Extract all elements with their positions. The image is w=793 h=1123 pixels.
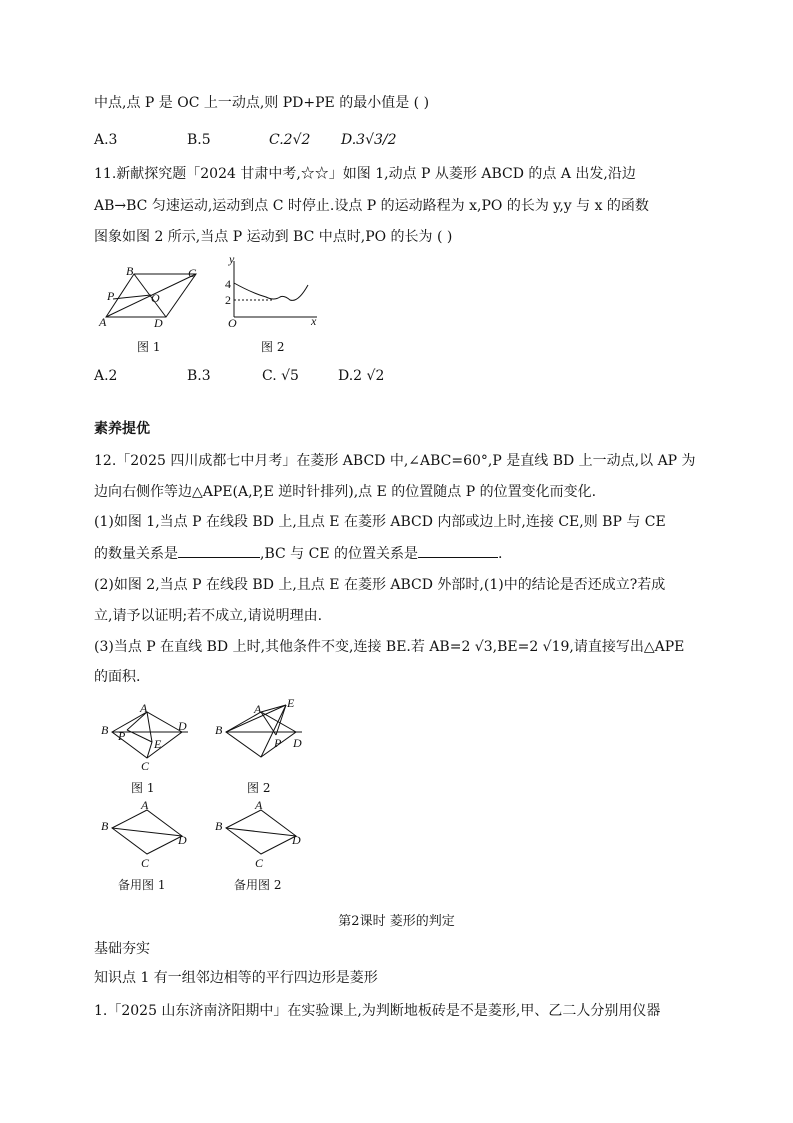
label-d: D [154,316,163,330]
origin: O [228,316,237,330]
q11-figure-2 [222,252,322,330]
q12-part2-line1: (2)如图 2,当点 P 在线段 BD 上,且点 E 在菱形 ABCD 外部时,(1)中的结论是否还成立?若成 [94,577,666,593]
answer-blank-2[interactable] [418,543,498,558]
label-e: E [154,737,162,751]
label-c: C [188,266,197,280]
lesson-title: 第2课时 菱形的判定 [338,914,455,929]
q11-line3: 图象如图 2 所示,当点 P 运动到 BC 中点时,PO 的长为 ( ) [94,229,453,245]
q1-line1: 1.「2025 山东济南济阳期中」在实验课上,为判断地板砖是不是菱形,甲、乙二人分别用仪器 [94,1003,661,1019]
label-d: D [178,719,187,733]
q11-option-a: A.2 [94,368,118,384]
label-a: A [140,701,148,715]
label-p: P [274,736,282,750]
label-c: C [141,856,150,870]
label-o: O [151,291,160,305]
q10-option-c: C.2√2 [269,132,311,148]
knowledge-point: 知识点 1 有一组邻边相等的平行四边形是菱形 [94,970,378,986]
q11-line2: AB→BC 匀速运动,运动到点 C 时停止.设点 P 的运动路程为 x,PO 的长为 y,y 与 x 的函数 [94,198,649,214]
q12-line1: 12.「2025 四川成都七中月考」在菱形 ABCD 中,∠ABC=60°,P 是直线 BD 上一动点,以 AP 为 [94,453,696,469]
q12-part3-line1: (3)当点 P 在直线 BD 上时,其他条件不变,连接 BE.若 AB=2 √3,BE=2 √19,请直接写出△APE [94,639,685,655]
tick-2: 2 [225,293,231,307]
q12-part1-pre: 的数量关系是 [94,546,178,562]
q12-part3-line2: 的面积. [94,669,141,685]
q10-option-b: B.5 [187,132,211,148]
q11-option-c: C. √5 [262,368,299,384]
axis-y: y [229,252,235,266]
label-a: A [254,702,262,716]
q12-figure-1 [100,700,200,775]
q11-fig2-caption: 图 2 [261,340,285,354]
q11-fig1-caption: 图 1 [137,340,161,354]
sub-heading: 基础夯实 [94,941,150,957]
spare1-caption: 备用图 1 [118,878,166,892]
spare-figure-2 [214,798,314,870]
q12-part2-line2: 立,请予以证明;若不成立,请说明理由. [94,608,323,624]
q10-option-a: A.3 [94,132,118,148]
label-b: B [215,723,223,737]
q11-option-b: B.3 [187,368,211,384]
label-p: P [118,729,126,743]
label-d: D [293,736,302,750]
q11-figure-1 [96,262,206,332]
tick-4: 4 [225,277,231,291]
q10-option-d: D.3√3/2 [341,132,397,148]
spare2-caption: 备用图 2 [234,878,282,892]
label-b: B [215,819,223,833]
label-d: D [292,833,301,847]
q12-part1-mid: ,BC 与 CE 的位置关系是 [260,546,418,562]
q11-option-d: D.2 √2 [338,368,385,384]
label-a: A [99,315,107,329]
q12-part1-line2 [94,543,502,564]
section-heading: 素养提优 [94,421,150,437]
q10-text: 中点,点 P 是 OC 上一动点,则 PD+PE 的最小值是 ( ) [94,95,430,111]
answer-blank-1[interactable] [178,543,260,558]
label-c: C [255,856,264,870]
label-a: A [141,798,149,812]
label-c: C [141,759,150,773]
q12-fig2-caption: 图 2 [247,781,271,795]
label-b: B [101,819,109,833]
q12-part1-line1: (1)如图 1,当点 P 在线段 BD 上,且点 E 在菱形 ABCD 内部或边上时,连接 CE,则 BP 与 CE [94,514,666,530]
spare-figure-1 [100,798,200,870]
label-b: B [126,264,134,278]
label-b: B [101,723,109,737]
label-d: D [178,833,187,847]
axis-x: x [311,314,317,328]
q12-line2: 边向右侧作等边△APE(A,P,E 逆时针排列),点 E 的位置随点 P 的位置变化而变化. [94,484,597,500]
q12-figure-2 [214,695,314,775]
label-a: A [255,798,263,812]
label-e: E [287,696,295,710]
q12-part1-end: . [498,546,503,562]
q11-line1: 11.新献探究题「2024 甘肃中考,☆☆」如图 1,动点 P 从菱形 ABCD 的点 A 出发,沿边 [94,166,636,182]
label-p: P [107,289,115,303]
q12-fig1-caption: 图 1 [131,781,155,795]
